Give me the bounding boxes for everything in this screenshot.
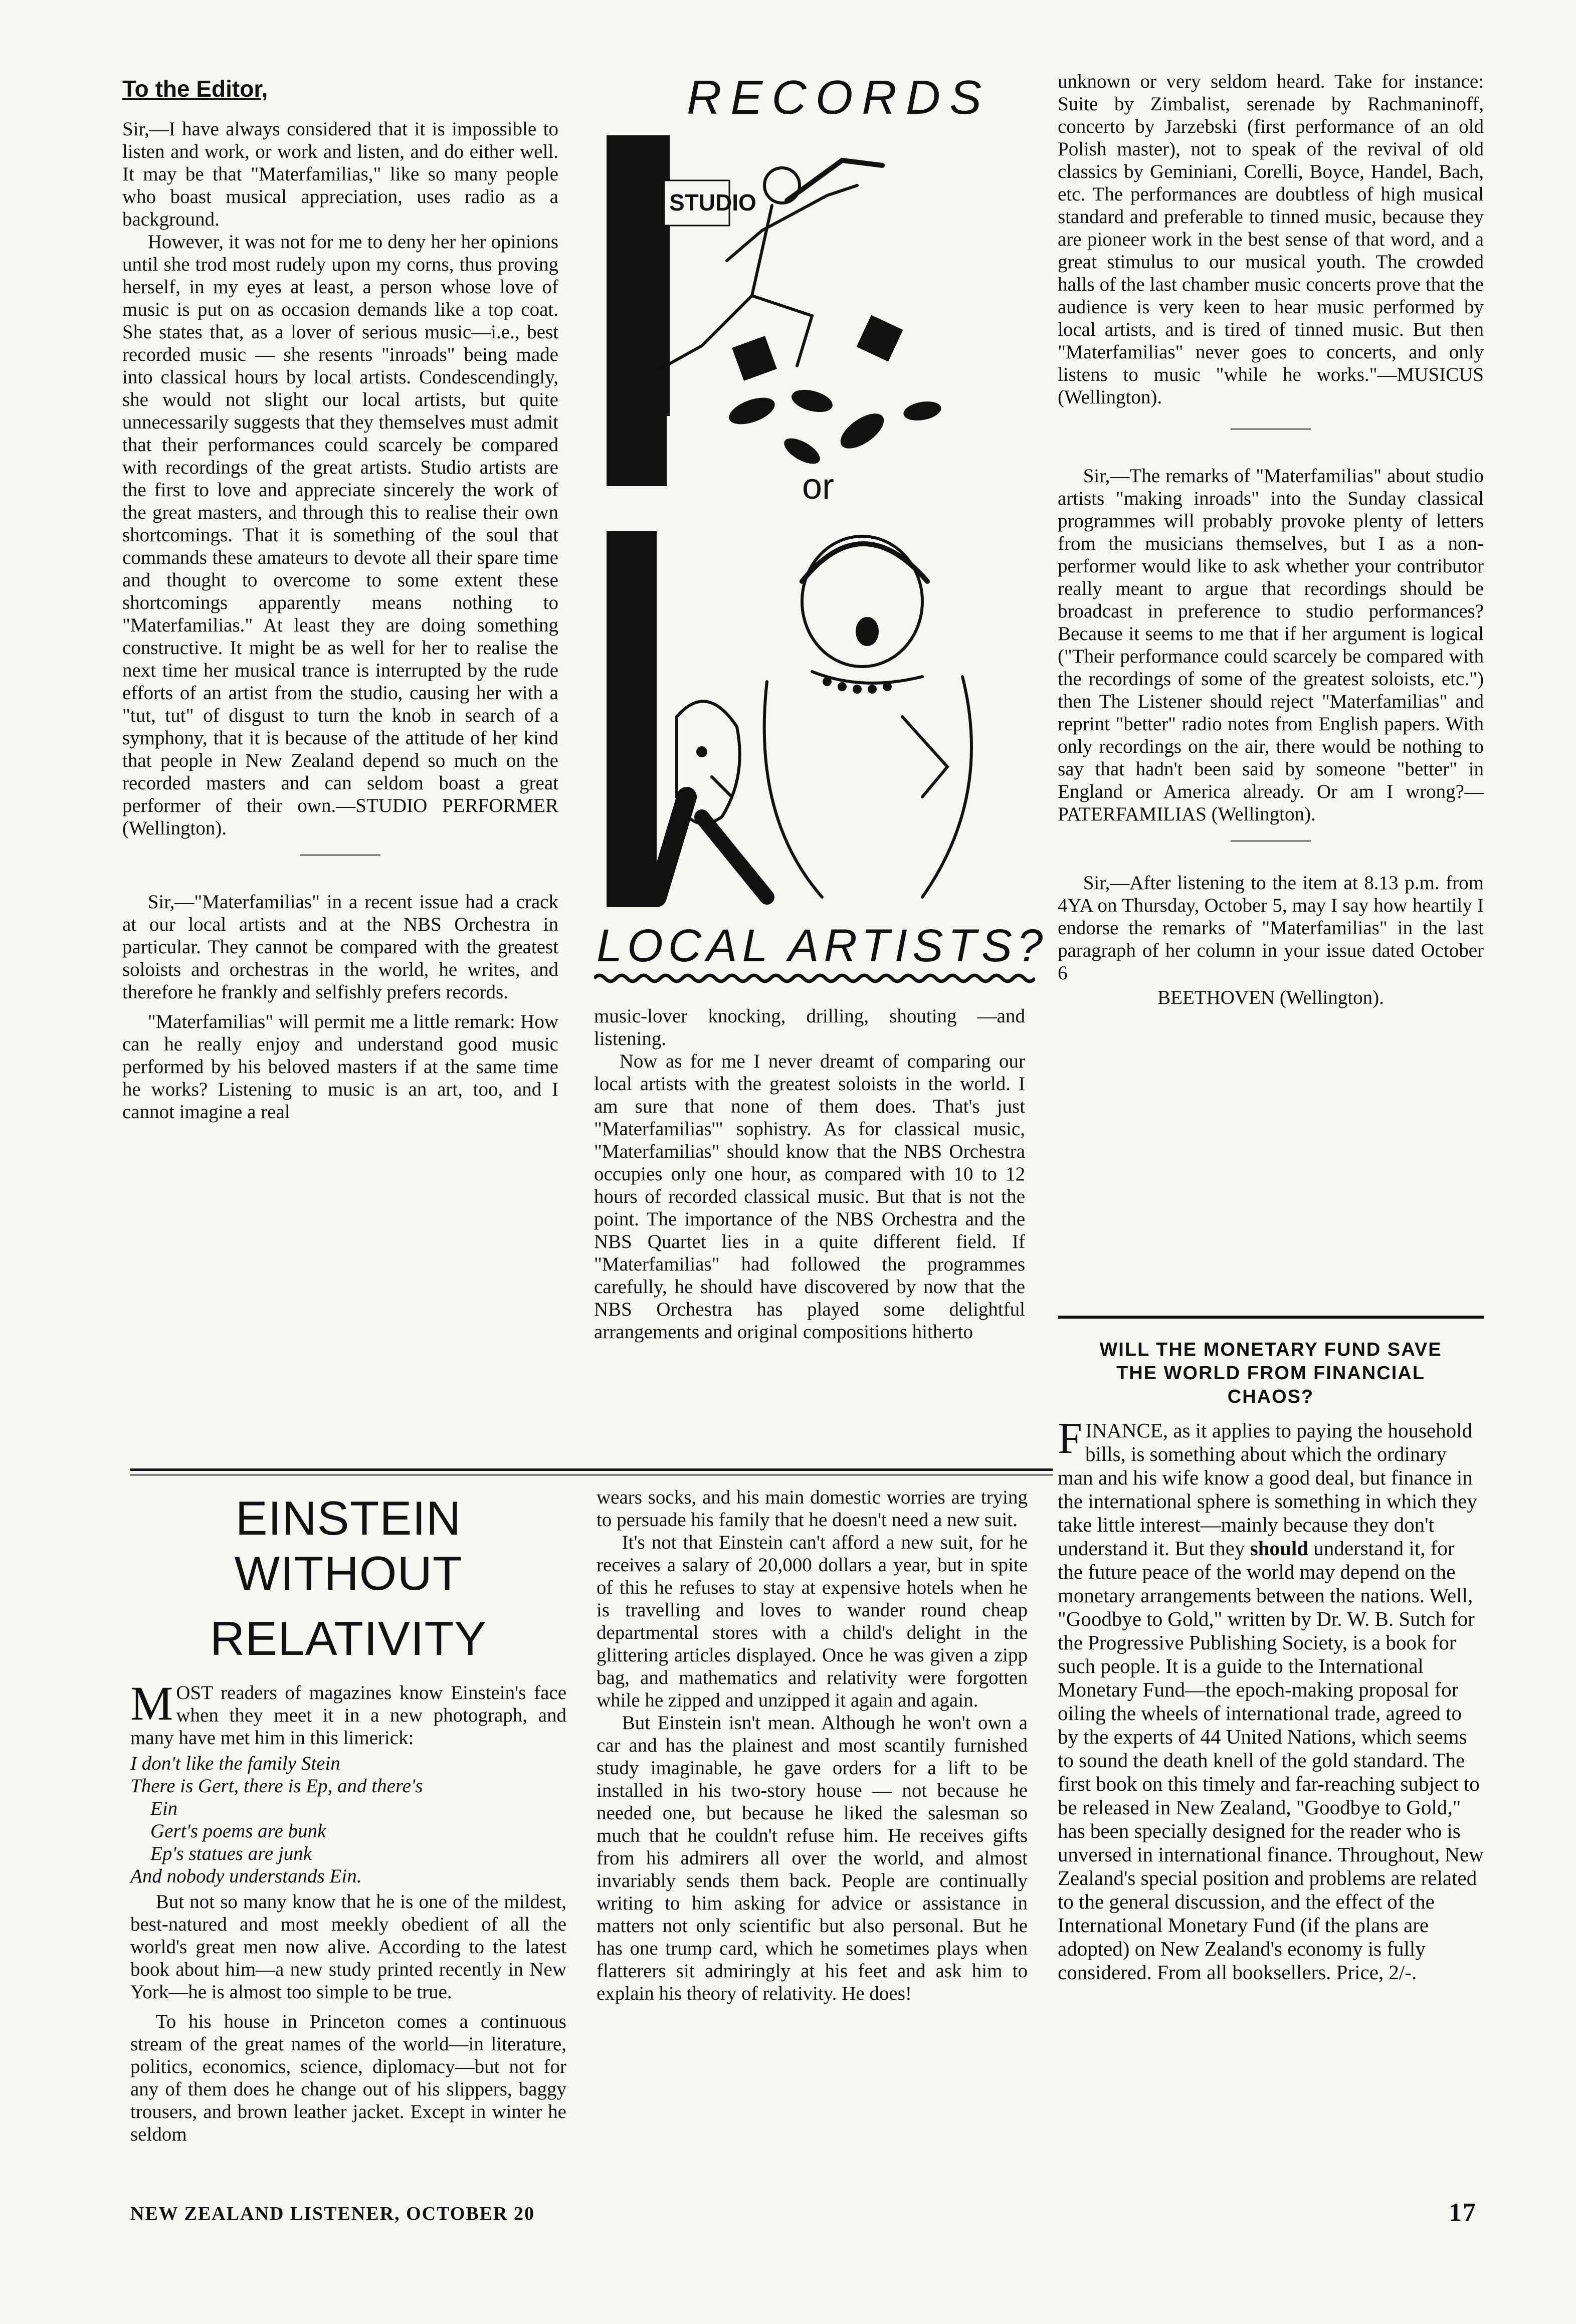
singer-woman-icon [764, 536, 971, 897]
letter-beethoven: Sir,—After listening to the item at 8.13 p.m. from 4YA on Thursday, October 5, may I say how heartily I endorse the remarks of "Materfamilias" in the last paragraph of her column in your issue dated October 6 [1058, 872, 1484, 984]
einstein-article-col2 [597, 1486, 1028, 2005]
einstein-paragraph: To his house in Princeton comes a continuous stream of the great names of the world—in literature, politics, economics, science, diplomacy—but not for any of them does he change out of his slippers, baggy trousers, and brown leather jacket. Except in winter he seldom [130, 2011, 566, 2145]
records-icon [725, 315, 942, 469]
letter-divider [300, 855, 380, 856]
records-title: RECORDS [687, 71, 991, 124]
letter-paragraph: "Materfamilias" will permit me a little remark: How can he really enjoy and understand good music performed by his beloved masters if at the same time he works? Listening to music is an art, too, and I cannot imagine a real [122, 1011, 558, 1123]
door-icon [607, 531, 657, 907]
limerick-line: Gert's poems are bunk [150, 1820, 326, 1842]
local-artists-title: LOCAL ARTISTS? [597, 920, 1048, 971]
letters-right-column [1058, 70, 1484, 1009]
letter-beethoven-signature: BEETHOVEN (Wellington). [1157, 987, 1384, 1008]
letter-paragraph: music-lover knocking, drilling, shouting —and listening. [594, 1005, 1025, 1049]
einstein-title-line2: RELATIVITY [210, 1612, 487, 1665]
page-number: 17 [1449, 2198, 1477, 2227]
letter-musicus: unknown or very seldom heard. Take for instance: Suite by Zimbalist, serenade by Rachmaninoff, concerto by Jarzebski (first performance of an old Polish master), not to speak of the revival of old classics by Geminiani, Corelli, Boyce, Handel, Bach, etc. The performances are doubtless of high musical standard and preferable to tinned music, because they are pioneer work in the best sense of that word, and a great stimulus to our musical youth. The crowded halls of the last chamber music concerts prove that the audience is very keen to hear music performed by local artists, and is tired of tinned music. But then "Materfamilias" never goes to concerts, and only listens to music "while he works."—MUSICUS (Wellington). [1058, 71, 1484, 408]
letter-paragraph: Sir,—"Materfamilias" in a recent issue had a crack at our local artists and at the NBS Orchestra in particular. They cannot be compared with the greatest soloists and orchestras in the world, he writes, and therefore he frankly and selfishly prefers records. [122, 891, 558, 1003]
einstein-dropcap: M [130, 1676, 173, 1730]
fund-title: WILL THE MONETARY FUND SAVE THE WORLD FROM FINANCIAL CHAOS? [1099, 1339, 1442, 1407]
einstein-article-col1 [130, 1491, 566, 2146]
letter-nbs-orchestra [122, 891, 558, 1123]
einstein-intro: MOST readers of magazines know Einstein's face when they meet it in a new photograph, and many have met him in this limerick: [130, 1676, 566, 1749]
studio-door-icon [607, 135, 667, 486]
letter-divider [1231, 429, 1311, 430]
or-label: or [802, 467, 835, 507]
letter-paragraph: Sir,—I have always considered that it is impossible to listen and work, or work and listen, and do either well. It may be that "Materfamilias," like so many people who boast musical appreciation, uses radio as a background. [122, 118, 558, 230]
pianist-man-icon [657, 701, 767, 897]
monetary-fund-box [1058, 1338, 1484, 1984]
fund-paragraph: FINANCE, as it applies to paying the household bills, is something about which the ordinary man and his wife know a good deal, but finance in the international sphere is something in which they take little interest—mainly because they don't understand it. But they should understand it, for the future peace of the world may depend on the monetary arrangements between the nations. Well, "Goodbye to Gold," written by Dr. W. B. Sutch for the Progressive Publishing Society, is a book for such people. It is a guide to the International Monetary Fund—the epoch-making proposal for oiling the wheels of international trade, agreed to by the experts of 44 United Nations, which seems to sound the death knell of the gold standard. The first book on this timely and far-reaching subject to be released in New Zealand, "Goodbye to Gold," has been specially designed for the reader who is unversed in international finance. Throughout, New Zealand's special position and problems are related to the general discussion, and the effect of the International Monetary Fund (if the plans are adopted) on New Zealand's economy is fully considered. From all booksellers. Price, 2/-. [1058, 1414, 1484, 1984]
records-illustration [602, 130, 1038, 491]
limerick-line: Ep's statues are junk [150, 1843, 312, 1864]
letters-middle-column [594, 1005, 1025, 1343]
limerick-line: I don't like the family Stein [130, 1753, 340, 1774]
fund-body [1058, 1414, 1484, 1984]
letter-paragraph: However, it was not for me to deny her her opinions until she trod most rudely upon my corns, thus proving herself, in my eyes at least, a person whose love of music is put on as occasion demands like a top coat. She states that, as a lover of serious music—i.e., best recorded music — she resents "inroads" being made into classical hours by local artists. Condescendingly, she would not slight our local artists, but quite unnecessarily suggests that they themselves must admit that their performances could scarcely be compared with recordings of the great artists. Studio artists are the first to love and appreciate sincerely the work of the great masters, and through this to realise their own shortcomings. That it is something of the soul that commands these amateurs to devote all their spare time and thought to overcome to some extent these shortcomings apparently means nothing to "Materfamilias." At least they are doing something constructive. It might be as well for her to realise the next time her musical trance is interrupted by the rude efforts of an artist from the studio, causing her with a "tut, tut" of disgust to turn the knob in search of a symphony, that it is because of the attitude of her kind that people in New Zealand depend so much on the recorded masters and can seldom boast a great performer of their own.—STUDIO PERFORMER (Wellington). [122, 231, 558, 839]
local-artists-illustration [602, 516, 1038, 907]
limerick-line: Ein [150, 1798, 178, 1819]
einstein-limerick [130, 1752, 566, 1887]
letter-studio-performer [122, 118, 558, 839]
letter-divider [1231, 840, 1311, 841]
letters-left-column [122, 118, 558, 1138]
fund-dropcap: F [1058, 1414, 1082, 1463]
editor-heading: To the Editor, [122, 76, 268, 102]
section-rule-thin [130, 1474, 1053, 1475]
einstein-title-line1: EINSTEIN WITHOUT [234, 1492, 463, 1600]
wavy-divider [594, 972, 1035, 984]
limerick-line: And nobody understands Ein. [130, 1865, 362, 1887]
limerick-line: There is Gert, there is Ep, and there's [130, 1775, 423, 1797]
studio-sign: STUDIO [669, 189, 756, 216]
letter-paterfamilias: Sir,—The remarks of "Materfamilias" about studio artists "making inroads" into the Sunday classical programmes will probably provoke plenty of letters from the musicians themselves, but I as a non-performer would like to ask whether your contributor really meant to argue that recordings should be broadcast in preference to studio performances? Because it seems to me that if her argument is logical ("Their performance could scarcely be compared with the recordings of some of the greatest soloists, etc.") then The Listener should reject "Materfamilias" and reprint "better" radio notes from English papers. With only recordings on the air, there would be nothing to say that hadn't been said by someone "better" in England or America already. Or am I wrong?—PATERFAMILIAS (Wellington). [1058, 465, 1484, 825]
footer-publication: NEW ZEALAND LISTENER, OCTOBER 20 [130, 2203, 535, 2224]
letter-paragraph: Now as for me I never dreamt of comparing our local artists with the greatest soloists in the world. I am sure that none of them does. That's just "Materfamilias'" sophistry. As for classical music, "Materfamilias" should know that the NBS Orchestra occupies only one hour, as compared with 10 to 12 hours of recorded classical music. But that is not the point. The importance of the NBS Orchestra and the NBS Quartet lies in a quite different field. If "Materfamilias" had followed the programmes carefully, he should have discovered by now that the NBS Orchestra has played some delightful arrangements and original compositions hitherto [594, 1050, 1025, 1343]
einstein-paragraph: wears socks, and his main domestic worries are trying to persuade his family that he doesn't need a new suit. [597, 1487, 1028, 1531]
section-rule [130, 1468, 1053, 1471]
fund-box-top-rule [1058, 1316, 1484, 1319]
einstein-paragraph: But not so many know that he is one of the mildest, best-natured and most meekly obedient of all the world's great men now alive. According to the latest book about him—a new study printed recently in New York—he is almost too simple to be true. [130, 1891, 566, 2003]
einstein-paragraph: But Einstein isn't mean. Although he won't own a car and has the plainest and most scantily furnished study imaginable, he gave orders for a lift to be installed in his two-story house — not because he needed one, but because he liked the salesman so much that he couldn't refuse him. He receives gifts from his admirers all over the world, and almost invariably sends them back. People are continually writing to him asking for advice or assistance in matters not only scientific but also personal. But he has one trump card, which he sometimes plays when flatterers sit admiringly at his feet and ask him to explain his theory of relativity. He does! [597, 1712, 1028, 2004]
einstein-paragraph: It's not that Einstein can't afford a new suit, for he receives a salary of 20,000 dollars a year, but in spite of this he refuses to stay at expensive hotels when he is travelling and loves to wander round cheap departmental stores with a child's delight in the glittering articles displayed. Once he was given a zipp bag, and mathematics and relativity were forgotten while he zipped and unzipped it again and again. [597, 1532, 1028, 1711]
